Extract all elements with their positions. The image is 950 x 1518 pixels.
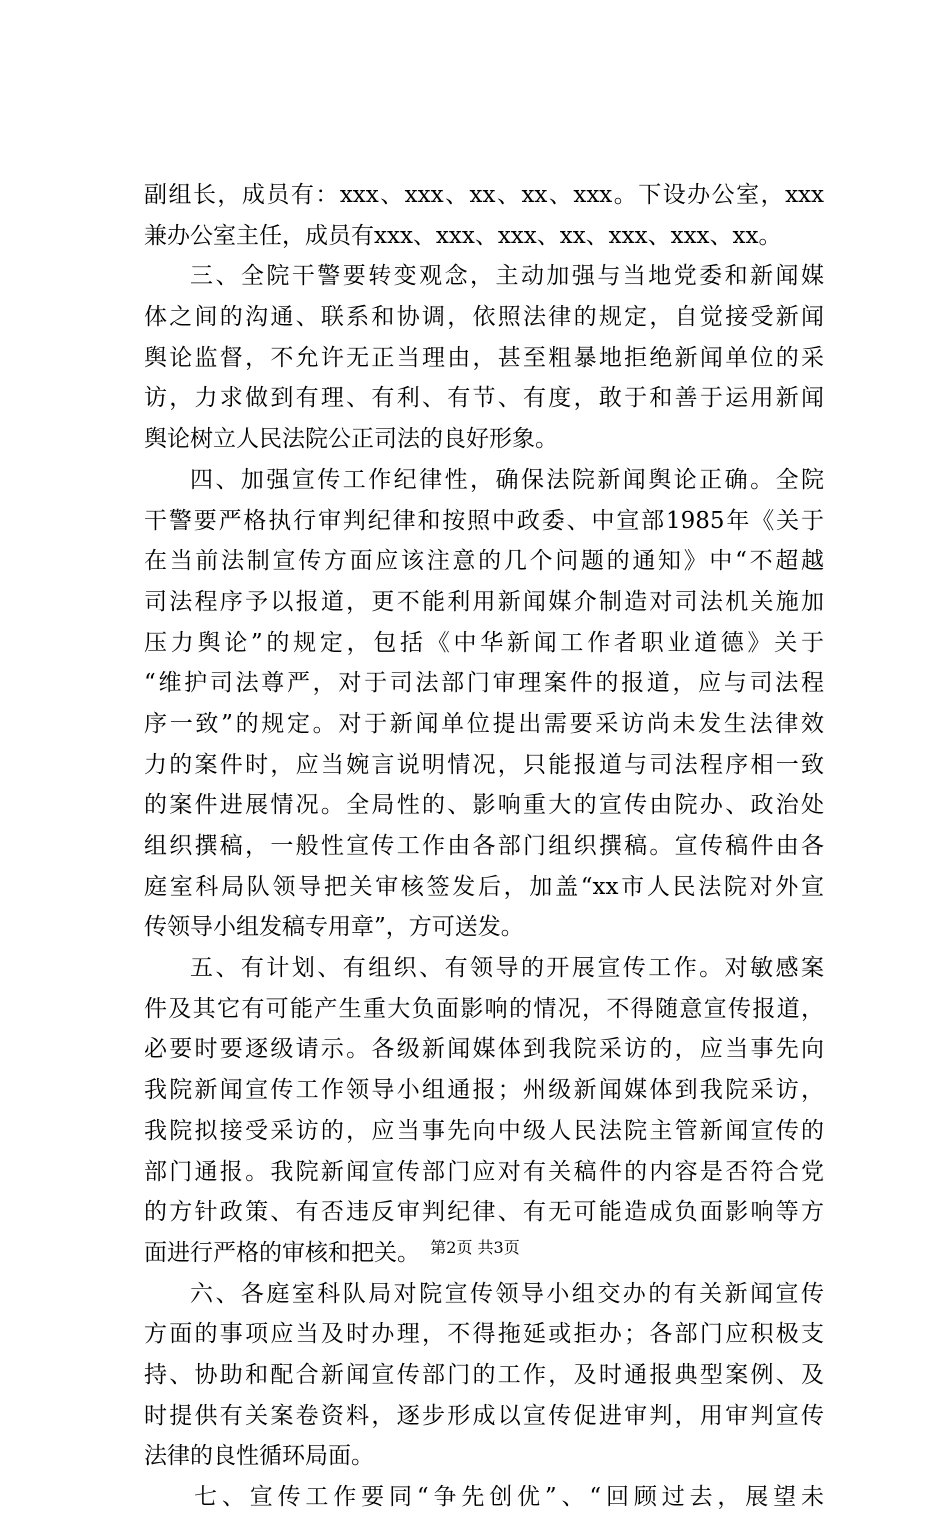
text-line: 兼办公室主任，成员有xxx、xxx、xxx、xx、xxx、xxx、xx。 (144, 222, 782, 249)
text-line: 舆论树立人民法院公正司法的良好形象。 (144, 426, 558, 453)
text-line: 体之间的沟通、联系和协调，依照法律的规定，自觉接受新闻 (144, 304, 824, 331)
text-line: 五、有计划、有组织、有领导的开展宣传工作。对敏感案 (190, 955, 824, 982)
text-line: 访，力求做到有理、有利、有节、有度，敢于和善于运用新闻 (144, 385, 824, 412)
text-line: 的方针政策、有否违反审判纪律、有无可能造成负面影响等方 (144, 1199, 824, 1226)
text-line: 序一致”的规定。对于新闻单位提出需要采访尚未发生法律效 (144, 710, 824, 737)
text-line: 七、宣传工作要同“争先创优”、“回顾过去，展望未 (194, 1484, 824, 1510)
text-line: 压力舆论”的规定，包括《中华新闻工作者职业道德》关于 (144, 629, 824, 656)
text-line: 三、全院干警要转变观念，主动加强与当地党委和新闻媒 (190, 263, 824, 290)
text-line: 干警要严格执行审判纪律和按照中政委、中宣部1985年《关于 (144, 507, 824, 534)
text-line: 的案件进展情况。全局性的、影响重大的宣传由院办、政治处 (144, 792, 824, 819)
text-line: 司法程序予以报道，更不能利用新闻媒介制造对司法机关施加 (144, 588, 824, 615)
text-line: 力的案件时，应当婉言说明情况，只能报道与司法程序相一致 (144, 751, 824, 778)
text-line: 持、协助和配合新闻宣传部门的工作，及时通报典型案例、及 (144, 1361, 824, 1388)
text-line: 副组长，成员有：xxx、xxx、xx、xx、xxx。下设办公室，xxx (144, 182, 824, 208)
text-line: 必要时要逐级请示。各级新闻媒体到我院采访的，应当事先向 (144, 1036, 824, 1063)
text-line: 法律的良性循环局面。 (144, 1443, 374, 1470)
page-footer: 第2页 共3页 (430, 1238, 520, 1257)
text-line: 我院拟接受采访的，应当事先向中级人民法院主管新闻宣传的 (144, 1117, 824, 1144)
text-line: 庭室科局队领导把关审核签发后，加盖“xx市人民法院对外宣 (144, 873, 824, 900)
body-text (144, 175, 824, 1518)
text-line: 四、加强宣传工作纪律性，确保法院新闻舆论正确。全院 (190, 466, 824, 493)
text-line: 传领导小组发稿专用章”，方可送发。 (144, 914, 524, 941)
text-line: 面进行严格的审核和把关。 (144, 1239, 420, 1266)
text-line: 部门通报。我院新闻宣传部门应对有关稿件的内容是否符合党 (144, 1158, 824, 1185)
text-line: 在当前法制宣传方面应该注意的几个问题的通知》中“不超越 (144, 548, 824, 575)
text-line: 我院新闻宣传工作领导小组通报；州级新闻媒体到我院采访， (144, 1077, 824, 1104)
text-line: 件及其它有可能产生重大负面影响的情况，不得随意宣传报道， (144, 995, 824, 1022)
text-line: 时提供有关案卷资料，逐步形成以宣传促进审判，用审判宣传 (144, 1402, 824, 1429)
text-line: 方面的事项应当及时办理，不得拖延或拒办；各部门应积极支 (144, 1321, 824, 1348)
text-line: “维护司法尊严，对于司法部门审理案件的报道，应与司法程 (144, 670, 824, 697)
text-line: 六、各庭室科队局对院宣传领导小组交办的有关新闻宣传 (190, 1280, 824, 1307)
text-line: 舆论监督，不允许无正当理由，甚至粗暴地拒绝新闻单位的采 (144, 344, 824, 371)
text-line: 组织撰稿，一般性宣传工作由各部门组织撰稿。宣传稿件由各 (144, 833, 824, 859)
